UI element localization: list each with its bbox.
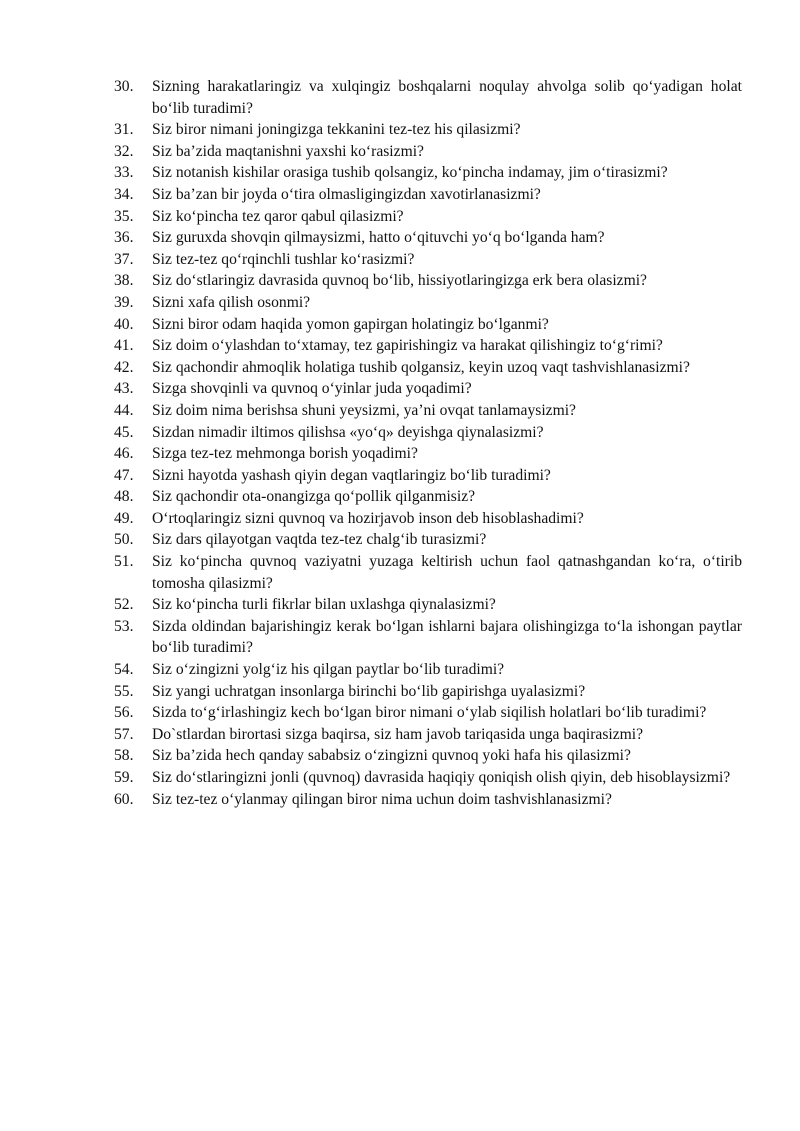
question-number: 44.: [114, 401, 134, 419]
question-item: [114, 141, 742, 163]
question-item: [114, 357, 742, 379]
question-number: 41.: [114, 337, 134, 355]
question-number: 56.: [114, 704, 134, 722]
question-text: Siz ko‘pincha quvnoq vaziyatni yuzaga keltirish uchun faol qatnashgandan ko‘ra, o‘tirib tomosha qilasizmi?: [152, 553, 742, 592]
question-text: Sizga shovqinli va quvnoq o‘yinlar juda yoqadimi?: [152, 380, 472, 398]
question-item: [114, 422, 742, 444]
question-item: [114, 767, 742, 789]
question-item: [114, 314, 742, 336]
question-number: 50.: [114, 531, 134, 549]
question-text: Siz ko‘pincha turli fikrlar bilan uxlashga qiynalasizmi?: [152, 596, 496, 614]
question-number: 30.: [114, 78, 134, 95]
question-item: [114, 119, 742, 141]
question-number: 60.: [114, 790, 134, 808]
question-text: O‘rtoqlaringiz sizni quvnoq va hozirjavob inson deb hisoblashadimi?: [152, 509, 584, 527]
question-item: [114, 206, 742, 228]
question-number: 43.: [114, 380, 134, 398]
question-number: 52.: [114, 596, 134, 614]
question-text: Siz tez-tez o‘ylanmay qilingan biror nima uchun doim tashvishlanasizmi?: [152, 790, 612, 808]
question-text: Sizni xafa qilish osonmi?: [152, 293, 311, 311]
question-number: 35.: [114, 207, 134, 225]
question-text: Siz ko‘pincha tez qaror qabul qilasizmi?: [152, 207, 404, 225]
question-text: Siz tez-tez qo‘rqinchli tushlar ko‘rasizmi?: [152, 250, 415, 268]
question-text: Sizni biror odam haqida yomon gapirgan holatingiz bo‘lganmi?: [152, 315, 549, 333]
question-number: 33.: [114, 164, 134, 182]
question-item: [114, 594, 742, 616]
question-item: [114, 270, 742, 292]
question-text: Siz ba’zida hech qanday sababsiz o‘zingizni quvnoq yoki hafa his qilasizmi?: [152, 747, 631, 765]
question-text: Sizda to‘g‘irlashingiz kech bo‘lgan biror nimani o‘ylab siqilish holatlari bo‘lib turadimi?: [152, 704, 707, 722]
question-text: Siz doim nima berishsa shuni yeysizmi, ya’ni ovqat tanlamaysizmi?: [152, 401, 576, 419]
question-item: [114, 227, 742, 249]
question-text: Siz qachondir ota-onangizga qo‘pollik qilganmisiz?: [152, 488, 476, 506]
question-number: 39.: [114, 293, 134, 311]
question-number: 36.: [114, 229, 134, 247]
question-item: [114, 508, 742, 530]
question-number: 49.: [114, 509, 134, 527]
question-item: [114, 76, 742, 119]
question-number: 37.: [114, 250, 134, 268]
question-number: 46.: [114, 445, 134, 463]
question-item: [114, 529, 742, 551]
question-item: [114, 616, 742, 659]
question-text: Sizning harakatlaringiz va xulqingiz boshqalarni noqulay ahvolga solib qo‘yadigan holat bo‘lib turadimi?: [152, 78, 742, 117]
question-item: [114, 681, 742, 703]
question-text: Siz qachondir ahmoqlik holatiga tushib qolgansiz, keyin uzoq vaqt tashvishlanasizmi?: [152, 358, 690, 376]
question-text: Siz ba’zida maqtanishni yaxshi ko‘rasizmi?: [152, 142, 424, 160]
question-item: [114, 335, 742, 357]
question-number: 58.: [114, 747, 134, 765]
question-text: Sizga tez-tez mehmonga borish yoqadimi?: [152, 445, 418, 463]
question-number: 40.: [114, 315, 134, 333]
question-text: Siz notanish kishilar orasiga tushib qolsangiz, ko‘pincha indamay, jim o‘tirasizmi?: [152, 164, 668, 182]
question-number: 55.: [114, 682, 134, 700]
question-item: [114, 789, 742, 811]
question-item: [114, 184, 742, 206]
question-number: 57.: [114, 725, 134, 743]
question-number: 31.: [114, 121, 134, 139]
question-text: Siz guruxda shovqin qilmaysizmi, hatto o‘qituvchi yo‘q bo‘lganda ham?: [152, 229, 605, 247]
question-number: 32.: [114, 142, 134, 160]
question-item: [114, 659, 742, 681]
question-number: 48.: [114, 488, 134, 506]
question-number: 45.: [114, 423, 134, 441]
question-item: [114, 724, 742, 746]
question-item: [114, 702, 742, 724]
question-number: 59.: [114, 769, 134, 786]
question-item: [114, 378, 742, 400]
question-number: 38.: [114, 272, 134, 290]
question-item: [114, 162, 742, 184]
question-item: [114, 249, 742, 271]
question-item: [114, 400, 742, 422]
question-item: [114, 551, 742, 594]
question-number: 51.: [114, 553, 134, 571]
question-text: Sizdan nimadir iltimos qilishsa «yo‘q» deyishga qiynalasizmi?: [152, 423, 544, 441]
question-text: Do`stlardan birortasi sizga baqirsa, siz ham javob tariqasida unga baqirasizmi?: [152, 725, 644, 743]
question-text: Siz ba’zan bir joyda o‘tira olmasligingizdan xavotirlanasizmi?: [152, 185, 541, 203]
question-number: 53.: [114, 617, 134, 635]
question-number: 42.: [114, 358, 134, 376]
question-number: 47.: [114, 466, 134, 484]
question-text: Siz yangi uchratgan insonlarga birinchi bo‘lib gapirishga uyalasizmi?: [152, 682, 586, 700]
question-item: [114, 443, 742, 465]
question-text: Siz o‘zingizni yolg‘iz his qilgan paytlar bo‘lib turadimi?: [152, 661, 505, 679]
question-text: Siz doim o‘ylashdan to‘xtamay, tez gapirishingiz va harakat qilishingiz to‘g‘rimi?: [152, 337, 663, 355]
question-text: Sizni hayotda yashash qiyin degan vaqtlaringiz bo‘lib turadimi?: [152, 466, 551, 484]
question-text: Siz do‘stlaringiz davrasida quvnoq bo‘lib, hissiyotlaringizga erk bera olasizmi?: [152, 272, 647, 290]
question-item: [114, 465, 742, 487]
question-text: Sizda oldindan bajarishingiz kerak bo‘lgan ishlarni bajara olishingizga to‘la ishongan paytlar bo‘lib turadimi?: [152, 617, 742, 657]
question-text: Siz biror nimani joningizga tekkanini tez-tez his qilasizmi?: [152, 121, 521, 139]
question-item: [114, 292, 742, 314]
questionnaire-page: [114, 76, 742, 810]
question-item: [114, 486, 742, 508]
question-number: 34.: [114, 185, 134, 203]
question-item: [114, 745, 742, 767]
question-number: 54.: [114, 661, 134, 679]
question-text: Siz dars qilayotgan vaqtda tez-tez chalg‘ib turasizmi?: [152, 531, 487, 549]
question-text: Siz do‘stlaringizni jonli (quvnoq) davrasida haqiqiy qoniqish olish qiyin, deb hisoblaysizmi?: [152, 769, 731, 786]
